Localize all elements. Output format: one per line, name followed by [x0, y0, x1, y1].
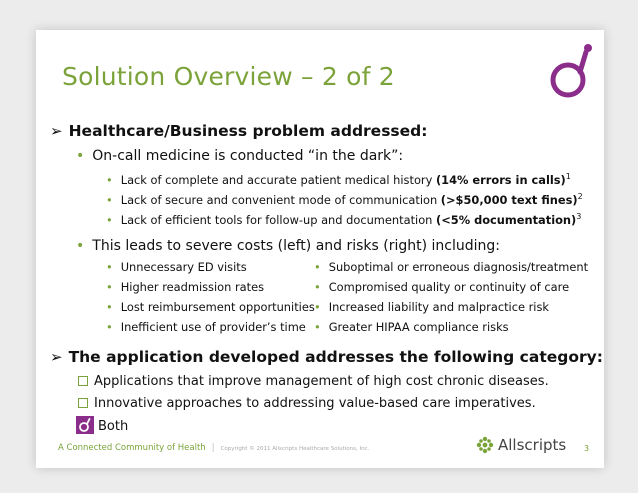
risk-item: • Compromised quality or continuity of care [314, 280, 570, 294]
bullet-dot-icon: • [314, 260, 321, 274]
bullet-dot-icon: • [314, 280, 321, 294]
dark-bullet-text: On-call medicine is conducted “in the dark”: [92, 148, 404, 164]
bullet-dot-icon: • [106, 300, 113, 314]
dark-item: • Lack of efficient tools for follow-up and documentation (<5% documentation)$^3$ [106, 212, 582, 227]
arrow-bullet-icon: ➢ [50, 122, 63, 140]
checkbox-icon[interactable] [78, 376, 88, 386]
allscripts-wordmark: Allscripts [498, 436, 567, 454]
category-option[interactable]: Innovative approaches to addressing value-based care imperatives. [78, 396, 536, 411]
category-option[interactable]: Applications that improve management of high cost chronic diseases. [78, 374, 549, 389]
footer-separator: | [211, 443, 215, 453]
slide-content [36, 30, 604, 468]
risk-item: • Greater HIPAA compliance risks [314, 320, 509, 334]
problem-heading [50, 122, 427, 140]
bullet-dot-icon: • [314, 320, 321, 334]
cost-item: • Inefficient use of provider’s time [106, 320, 306, 334]
bullet-dot-icon: • [314, 300, 321, 314]
footer-copyright: Copyright © 2011 Allscripts Healthcare Solutions, Inc. [220, 446, 370, 452]
checked-logo-icon[interactable] [76, 416, 94, 434]
costs-bullet [76, 238, 500, 254]
bullet-dot-icon: • [76, 238, 85, 254]
cost-item: • Higher readmission rates [106, 280, 265, 294]
bullet-dot-icon: • [106, 192, 113, 207]
bullet-dot-icon: • [106, 260, 113, 274]
footer-tagline: A Connected Community of Health [58, 443, 206, 453]
allscripts-brand [476, 434, 576, 458]
category-heading-text: The application developed addresses the following category: [68, 348, 603, 366]
arrow-bullet-icon: ➢ [50, 348, 63, 366]
bullet-dot-icon: • [106, 320, 113, 334]
bullet-dot-icon: • [106, 172, 113, 187]
risk-item: • Increased liability and malpractice risk [314, 300, 549, 314]
risk-item: • Suboptimal or erroneous diagnosis/treatment [314, 260, 589, 274]
category-heading [50, 348, 603, 366]
bullet-dot-icon: • [106, 212, 113, 227]
category-option-selected[interactable]: Both [76, 416, 128, 434]
dark-item: • Lack of complete and accurate patient medical history (14% errors in calls)$^1$ [106, 172, 571, 187]
bullet-dot-icon: • [76, 148, 85, 164]
bullet-dot-icon: • [106, 280, 113, 294]
cost-item: • Unnecessary ED visits [106, 260, 247, 274]
footer-tagline-row [58, 443, 369, 453]
cost-item: • Lost reimbursement opportunities [106, 300, 315, 314]
slide-title: Solution Overview – 2 of 2 [62, 62, 395, 91]
checkbox-icon[interactable] [78, 398, 88, 408]
costs-bullet-text: This leads to severe costs (left) and risks (right) including: [92, 238, 501, 254]
allscripts-logo-icon [476, 436, 494, 454]
dark-item: • Lack of secure and convenient mode of communication (>$50,000 text fines)$^2$ [106, 192, 583, 207]
problem-heading-text: Healthcare/Business problem addressed: [68, 122, 428, 140]
page-number: 3 [584, 444, 590, 453]
slide [36, 30, 604, 468]
dark-bullet [76, 148, 403, 164]
